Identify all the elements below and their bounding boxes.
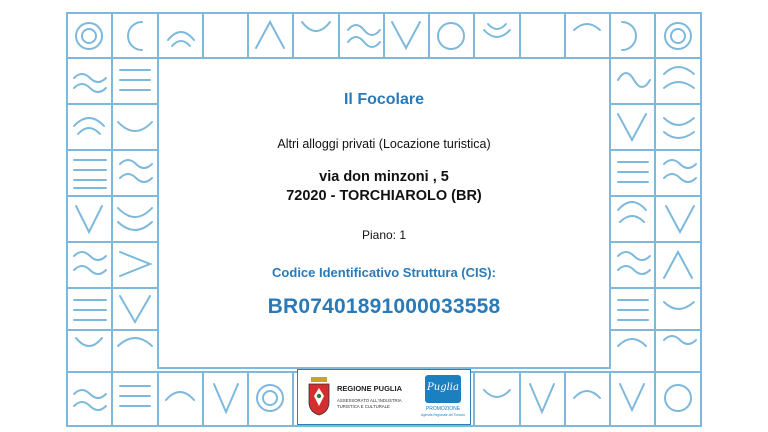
property-category: Altri alloggi privati (Locazione turistica) [277, 137, 491, 151]
region-department-line-1: ASSESSORATO ALL'INDUSTRIA [337, 398, 402, 403]
cis-code: BR07401891000033558 [267, 295, 501, 318]
region-name: REGIONE PUGLIA [337, 384, 403, 393]
address-city: 72020 - TORCHIAROLO (BR) [286, 188, 482, 204]
regione-puglia-crest-icon [307, 376, 331, 416]
region-department-line-2: TURISTICA E CULTURALE [337, 404, 390, 409]
sponsor-logos [297, 369, 471, 425]
cis-label: Codice Identificativo Struttura (CIS): [272, 265, 496, 280]
promozione-label: PROMOZIONE [425, 406, 461, 412]
puglia-promozione-logo-icon [425, 375, 461, 403]
promozione-sub-label: Agenzia Regionale del Turismo [420, 413, 466, 417]
card-content [160, 60, 608, 366]
property-name: Il Focolare [343, 91, 425, 108]
address-street: via don minzoni , 5 [319, 169, 449, 185]
puglia-wordmark: Puglia [427, 382, 459, 393]
floor-number: Piano: 1 [361, 228, 407, 242]
